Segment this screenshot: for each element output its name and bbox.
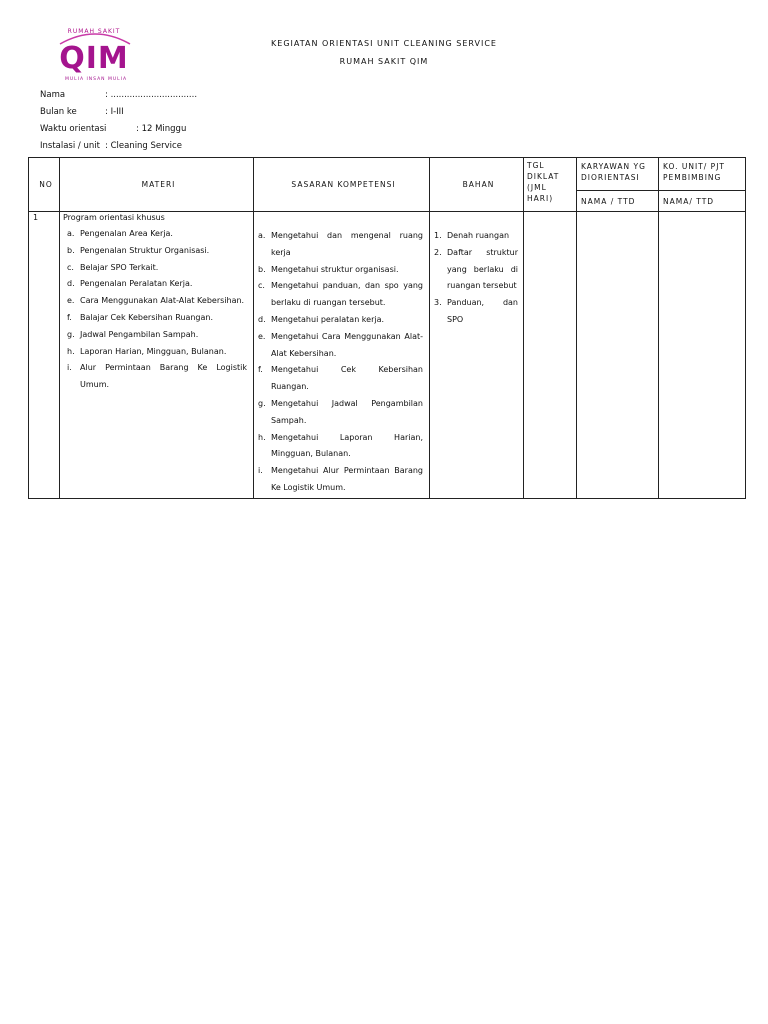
list-marker: c. xyxy=(67,262,74,272)
materi-item xyxy=(63,327,247,344)
list-marker: f. xyxy=(258,365,263,375)
info-value: : 12 Minggu xyxy=(136,124,187,134)
list-marker: b. xyxy=(67,245,75,255)
materi-item xyxy=(63,260,247,277)
col-header-karyawan: KARYAWAN YG DIORIENTASI xyxy=(577,158,659,191)
info-label: Bulan ke xyxy=(40,107,77,117)
list-marker: c. xyxy=(258,281,265,291)
list-text: Pengenalan Peralatan Kerja. xyxy=(80,279,193,289)
info-label: Nama xyxy=(40,90,66,100)
sasaran-item xyxy=(254,430,423,464)
list-text: Mengetahui Cara Menggunakan Alat-Alat Kebersihan. xyxy=(271,331,423,358)
bahan-item xyxy=(430,295,518,329)
sasaran-item xyxy=(254,396,423,430)
materi-item xyxy=(63,310,247,327)
sasaran-item xyxy=(254,228,423,262)
list-marker: f. xyxy=(67,312,72,322)
list-text: Balajar Cek Kebersihan Ruangan. xyxy=(80,312,214,322)
list-marker: 3. xyxy=(434,298,442,308)
list-marker: g. xyxy=(258,398,266,408)
list-marker: b. xyxy=(258,264,266,274)
list-text: Mengetahui panduan, dan spo yang berlaku di ruangan tersebut. xyxy=(271,281,423,308)
sasaran-list xyxy=(254,228,423,497)
sasaran-item xyxy=(254,278,423,312)
cell-bahan xyxy=(430,212,524,499)
info-value: : ................................ xyxy=(105,90,198,100)
list-text: Mengetahui dan mengenal ruang kerja xyxy=(271,231,423,257)
col-header-no: NO xyxy=(29,158,60,212)
cell-karyawan xyxy=(577,212,659,499)
list-marker: d. xyxy=(258,314,266,324)
list-marker: a. xyxy=(258,231,266,240)
list-text: Belajar SPO Terkait. xyxy=(80,262,159,272)
materi-title: Program orientasi khusus xyxy=(63,213,165,222)
list-marker: h. xyxy=(258,432,266,442)
list-text: Jadwal Pengambilan Sampah. xyxy=(80,329,199,339)
table-row xyxy=(29,212,746,499)
list-marker: e. xyxy=(67,296,75,306)
cell-materi xyxy=(60,212,254,499)
list-text: Mengetahui Laporan Harian, Mingguan, Bulanan. xyxy=(271,432,423,459)
col-subheader-karyawan: NAMA / TTD xyxy=(577,191,659,212)
list-text: Pengenalan Struktur Organisasi. xyxy=(80,245,210,255)
materi-item xyxy=(63,243,247,260)
info-label: Waktu orientasi xyxy=(40,124,107,134)
list-marker: d. xyxy=(67,279,75,289)
list-marker: i. xyxy=(258,466,263,476)
bahan-item xyxy=(430,245,518,295)
col-header-bahan: BAHAN xyxy=(430,158,524,212)
sasaran-item xyxy=(254,329,423,363)
col-header-ko: KO. UNIT/ PJT PEMBIMBING xyxy=(659,158,746,191)
col-header-tgl: TGL DIKLAT (JML HARI) xyxy=(524,158,577,212)
cell-tgl xyxy=(524,212,577,499)
list-marker: e. xyxy=(258,331,266,341)
materi-item xyxy=(63,226,247,243)
list-marker: h. xyxy=(67,346,75,356)
list-marker: i. xyxy=(67,363,72,373)
sasaran-item xyxy=(254,312,423,329)
materi-list xyxy=(63,226,247,394)
sasaran-item xyxy=(254,262,423,279)
document-title: KEGIATAN ORIENTASI UNIT CLEANING SERVICE xyxy=(271,39,497,48)
materi-item xyxy=(63,276,247,293)
orientation-table xyxy=(28,157,746,499)
list-text: Mengetahui peralatan kerja. xyxy=(271,314,385,324)
list-text: Mengetahui struktur organisasi. xyxy=(271,264,399,274)
col-header-materi: MATERI xyxy=(60,158,254,212)
list-text: Pengenalan Area Kerja. xyxy=(80,229,173,238)
info-value: : Cleaning Service xyxy=(105,141,182,151)
list-text: Denah ruangan xyxy=(447,231,510,240)
list-text: Daftar struktur yang berlaku di ruangan tersebut xyxy=(447,247,518,291)
sasaran-item xyxy=(254,463,423,497)
list-marker: g. xyxy=(67,329,75,339)
list-marker: a. xyxy=(67,229,75,238)
cell-ko xyxy=(659,212,746,499)
info-label: Instalasi / unit xyxy=(40,141,100,151)
list-text: Cara Menggunakan Alat-Alat Kebersihan. xyxy=(80,296,245,306)
logo-wordmark: QIM xyxy=(59,41,129,76)
materi-item xyxy=(63,360,247,394)
list-text: Mengetahui Alur Permintaan Barang Ke Logistik Umum. xyxy=(271,466,423,492)
bahan-item xyxy=(430,228,518,245)
logo-tagline: RUMAH SAKIT xyxy=(67,28,121,35)
col-header-sasaran: SASARAN KOMPETENSI xyxy=(254,158,430,212)
list-text: Laporan Harian, Mingguan, Bulanan. xyxy=(80,346,227,356)
list-text: Alur Permintaan Barang Ke Logistik Umum. xyxy=(80,363,247,390)
bahan-list xyxy=(430,228,518,329)
list-text: Mengetahui Jadwal Pengambilan Sampah. xyxy=(271,398,423,425)
list-text: Panduan, dan SPO xyxy=(447,298,518,324)
cell-sasaran xyxy=(254,212,430,499)
materi-item xyxy=(63,293,247,310)
info-value: : I-III xyxy=(105,107,124,117)
list-marker: 1. xyxy=(434,231,442,240)
materi-item xyxy=(63,344,247,361)
logo-subtitle: MULIA INSAN MULIA xyxy=(64,77,128,82)
list-text: Mengetahui Cek Kebersihan Ruangan. xyxy=(271,365,423,392)
row-no: 1 xyxy=(29,212,60,499)
sasaran-item xyxy=(254,362,423,396)
col-subheader-ko: NAMA/ TTD xyxy=(659,191,746,212)
document-subtitle: RUMAH SAKIT QIM xyxy=(339,57,429,66)
list-marker: 2. xyxy=(434,247,442,257)
